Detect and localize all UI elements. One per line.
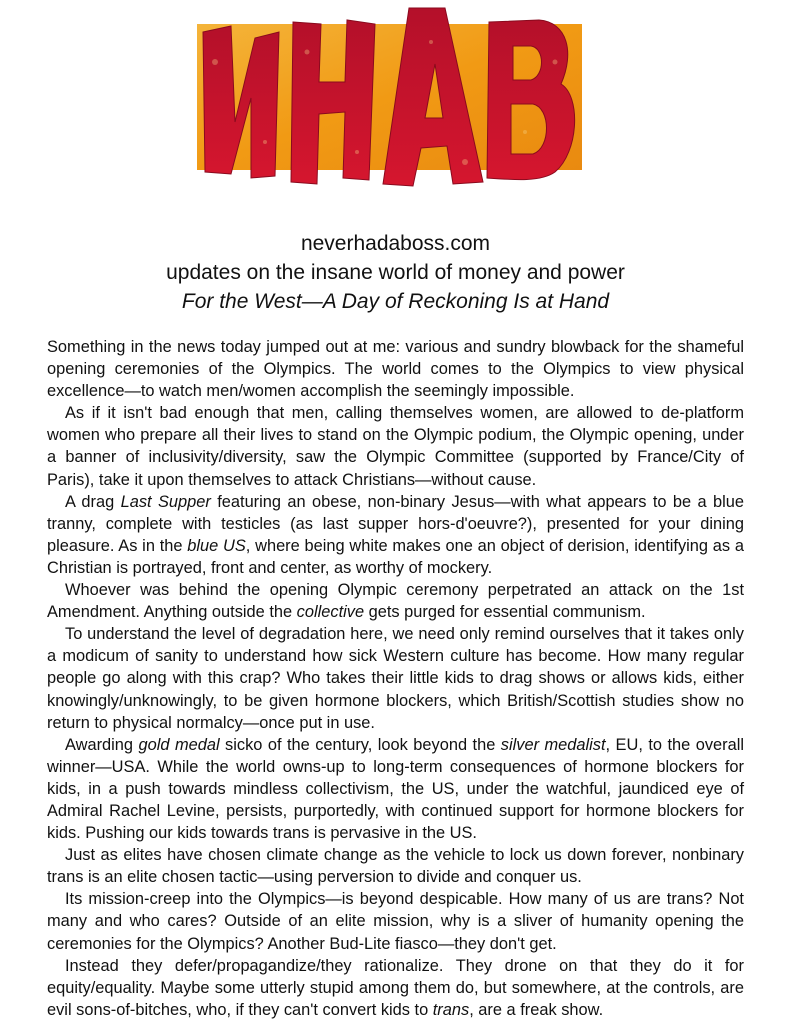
- emphasis-text: Last Supper: [120, 492, 211, 511]
- article-paragraph: [47, 734, 744, 844]
- article-paragraph: [47, 844, 744, 888]
- paragraph-text: , EU, to the overall winner—USA. While the world owns-up to long-term consequences of hormone blockers for kids, in a push towards mindless collectivism, the US, under the watchful, jaundiced eye of Admiral Rachel Levine, persists, purportedly, with continued support for hormone blockers for kids. Pushing our kids towards trans is pervasive in the US.: [47, 735, 744, 843]
- paragraph-text: sicko of the century, look beyond the: [219, 735, 501, 754]
- emphasis-text: silver medalist: [500, 735, 606, 754]
- emphasis-text: blue US: [187, 536, 246, 555]
- paragraph-text: featuring an obese, non-binary Jesus—with what appears to be a blue tranny, complete with testicles (as last supper hors-d'oeuvre?), presented for your dining pleasure. As in the: [47, 492, 744, 555]
- article-paragraph: [47, 623, 744, 733]
- paragraph-text: Awarding: [65, 735, 139, 754]
- article-paragraph: [47, 888, 744, 954]
- paragraph-text: Its mission-creep into the Olympics—is beyond despicable. How many of us are trans? Not many and who cares? Outside of an elite mission, why is a sliver of humanity opening the ceremonies for the Olympics? Another Bud-Lite fiasco—they don't get.: [47, 890, 744, 953]
- article-paragraph: [47, 402, 744, 490]
- article-body: [47, 336, 744, 1021]
- paragraph-text: To understand the level of degradation here, we need only remind ourselves that it takes only a modicum of sanity to understand how sick Western culture has become. How many regular people go along with this crap? Who takes their little kids to drag shows or allows kids, either knowingly/unknowingly, to be given hormone blockers, which British/Scottish studies show no return to physical normalcy—once put in use.: [47, 625, 744, 732]
- article-title: For the West—A Day of Reckoning Is at Hand: [181, 290, 610, 313]
- paragraph-text: , are a freak show.: [469, 1000, 604, 1019]
- site-url: neverhadaboss.com: [300, 232, 491, 255]
- paragraph-text: gets purged for essential communism.: [364, 603, 646, 622]
- article-paragraph: [47, 955, 744, 1021]
- article-paragraph: [47, 336, 744, 402]
- paragraph-text: Whoever was behind the opening Olympic ceremony perpetrated an attack on the 1st Amendment. Anything outside the: [47, 581, 744, 622]
- article-paragraph: [47, 491, 744, 579]
- nhab-logo: [195, 2, 585, 192]
- page-header: [0, 229, 791, 316]
- paragraph-text: Instead they defer/propagandize/they rationalize. They drone on that they do it for equity/equality. Maybe some utterly stupid among them do, but somewhere, at the controls, are evil sons-of-bitches, who, if they can't convert kids to: [47, 956, 744, 1019]
- paragraph-text: Just as elites have chosen climate change as the vehicle to lock us down forever, nonbinary trans is an elite chosen tactic—using perversion to divide and conquer us.: [47, 846, 744, 887]
- paragraph-text: As if it isn't bad enough that men, calling themselves women, are allowed to de-platform women who prepare all their lives to stand on the Olympic podium, the Olympic opening, under a banner of inclusivity/diversity, saw the Olympic Committee (supported by France/City of Paris), take it upon themselves to attack Christians—without cause.: [47, 404, 744, 489]
- paragraph-text: A drag: [65, 492, 121, 511]
- emphasis-text: trans: [432, 1000, 470, 1019]
- emphasis-text: gold medal: [138, 735, 220, 754]
- emphasis-text: collective: [296, 603, 365, 622]
- logo-graphic: [195, 2, 585, 192]
- paragraph-text: Something in the news today jumped out at me: various and sundry blowback for the shameful opening ceremonies of the Olympics. The world comes to the Olympics to view physical excellence—to watch men/women accomplish the seemingly impossible.: [47, 338, 744, 401]
- site-tagline: updates on the insane world of money and power: [166, 261, 625, 284]
- paragraph-text: , where being white makes one an object of derision, identifying as a Christian is portrayed, front and center, as worthy of mockery.: [47, 536, 744, 577]
- article-paragraph: [47, 579, 744, 623]
